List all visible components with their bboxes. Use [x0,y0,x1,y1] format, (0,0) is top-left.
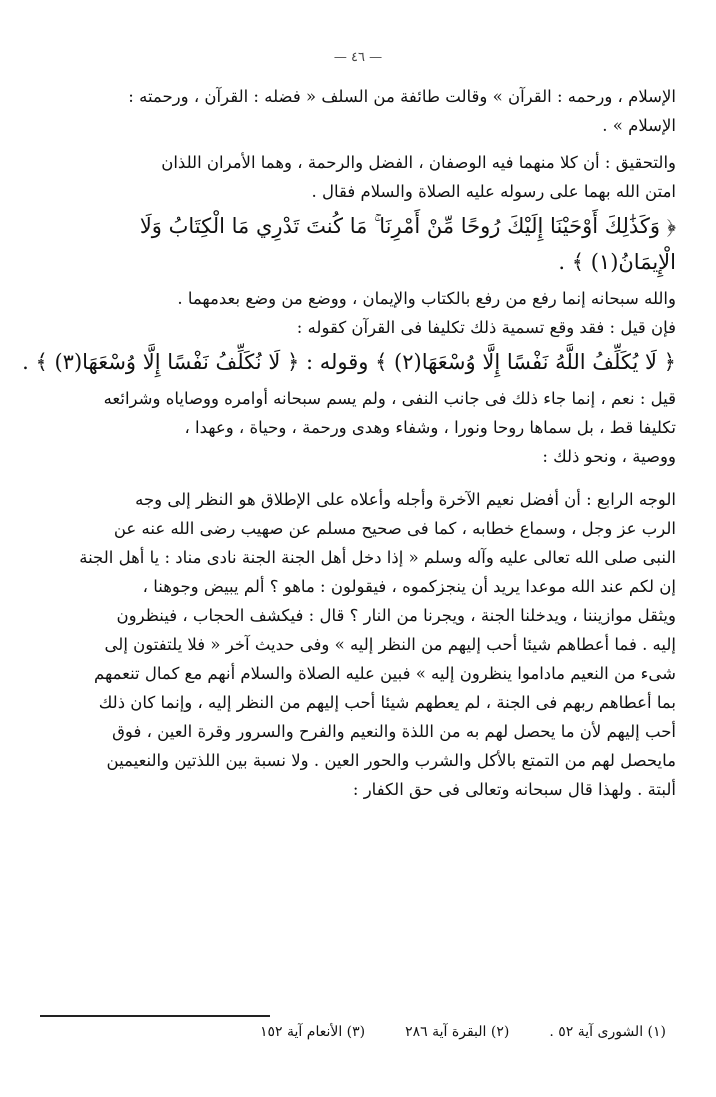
text-line: فإن قيل : فقد وقع تسمية ذلك تكليفا فى القرآن كقوله : [296,318,676,337]
text-line: مايحصل لهم من التمتع بالأكل والشرب والحور العين . ولا نسبة بين اللذتين والنعيمين [106,751,676,770]
text-line: الرب عز وجل ، وسماع خطابه ، كما فى صحيح مسلم عن صهيب رضى الله عنه عن [113,519,676,538]
verse-line: الْإِيمَانُ(١) ﴾ . [558,250,676,274]
verse-line: ﴿ وَكَذَٰلِكَ أَوْحَيْنَا إِلَيْكَ رُوحًا مِّنْ أَمْرِنَا ۚ مَا كُنتَ تَدْرِي مَا الْكِتَابُ وَلَا [139,214,676,238]
quran-verse [80,208,676,280]
quran-verse [22,344,676,380]
footnote: (٣) الأنعام آية ١٥٢ [260,1024,366,1040]
text-line: والله سبحانه إنما رفع من رفع بالكتاب والإيمان ، ووضع من وضع بعدمهما . [177,289,676,308]
text-line: امتن الله بهما على رسوله عليه الصلاة والسلام فقال . [311,182,676,201]
text-line: تكليفا قط ، بل سماها روحا ونورا ، وشفاء وهدى ورحمة ، وحياة ، وعهدا ، [184,418,676,437]
paragraph [80,82,676,140]
body-text [22,82,676,804]
text-line: ألبتة . ولهذا قال سبحانه وتعالى فى حق الكفار : [352,780,676,799]
page-number: — ٤٦ — [333,50,383,65]
text-line: النبى صلى الله تعالى عليه وآله وسلم « إذا دخل أهل الجنة الجنة نادى مناد : يا أهل الجنة [79,548,676,567]
paragraph [80,384,676,471]
paragraph [80,313,676,342]
text-line: إن لكم عند الله موعدا يريد أن ينجزكموه ، فيقولون : ماهو ؟ ألم يبيض وجوهنا ، [142,577,676,596]
footnote: (١) الشورى آية ٥٢ . [549,1024,666,1040]
footnote: (٢) البقرة آية ٢٨٦ [405,1024,510,1040]
text-line: الوجه الرابع : أن أفضل نعيم الآخرة وأجله وأعلاه على الإطلاق هو النظر إلى وجه [135,490,676,509]
paragraph [80,148,676,206]
footnote-divider [40,1015,270,1017]
paragraph [80,485,676,804]
text-line: والتحقيق : أن كلا منهما فيه الوصفان ، الفضل والرحمة ، وهما الأمران اللذان [161,153,676,172]
text-line: أحب إليهم لأن ما يحصل لهم به من اللذة والنعيم والفرح والسرور وقرة العين ، فوق [112,722,676,741]
verse-line: ﴿ لَا يُكَلِّفُ اللَّهُ نَفْسًا إِلَّا وُسْعَهَا(٢) ﴾ وقوله : ﴿ لَا نُكَلِّفُ نَفْسًا إِلَّا وُسْعَهَا(٣) ﴾ . [22,350,676,374]
text-line: الإسلام ، ورحمه : القرآن » وقالت طائفة من السلف « فضله : القرآن ، ورحمته : [128,87,676,106]
text-line: بما أعطاهم ربهم فى الجنة ، لم يعطهم شيئا أحب إليهم من النظر إليه ، وإنما كان ذلك [98,693,676,712]
text-line: الإسلام » . [602,116,676,135]
text-line: قيل : نعم ، إنما جاء ذلك فى جانب النفى ، ولم يسم سبحانه أوامره ووصاياه وشرائعه [103,389,676,408]
text-line: إليه . فما أعطاهم شيئا أحب إليهم من النظر إليه » وفى حديث آخر « فلا يلتفتون إلى [104,635,676,654]
paragraph [80,284,676,313]
text-line: ووصية ، ونحو ذلك : [542,447,676,466]
footnotes [80,1020,666,1044]
text-line: شىء من النعيم ماداموا ينظرون إليه » فبين عليه الصلاة والسلام أنهم مع كمال تنعمهم [93,664,676,683]
text-line: ويثقل موازيننا ، ويدخلنا الجنة ، ويجرنا من النار ؟ قال : فيكشف الحجاب ، فينظرون [116,606,676,625]
